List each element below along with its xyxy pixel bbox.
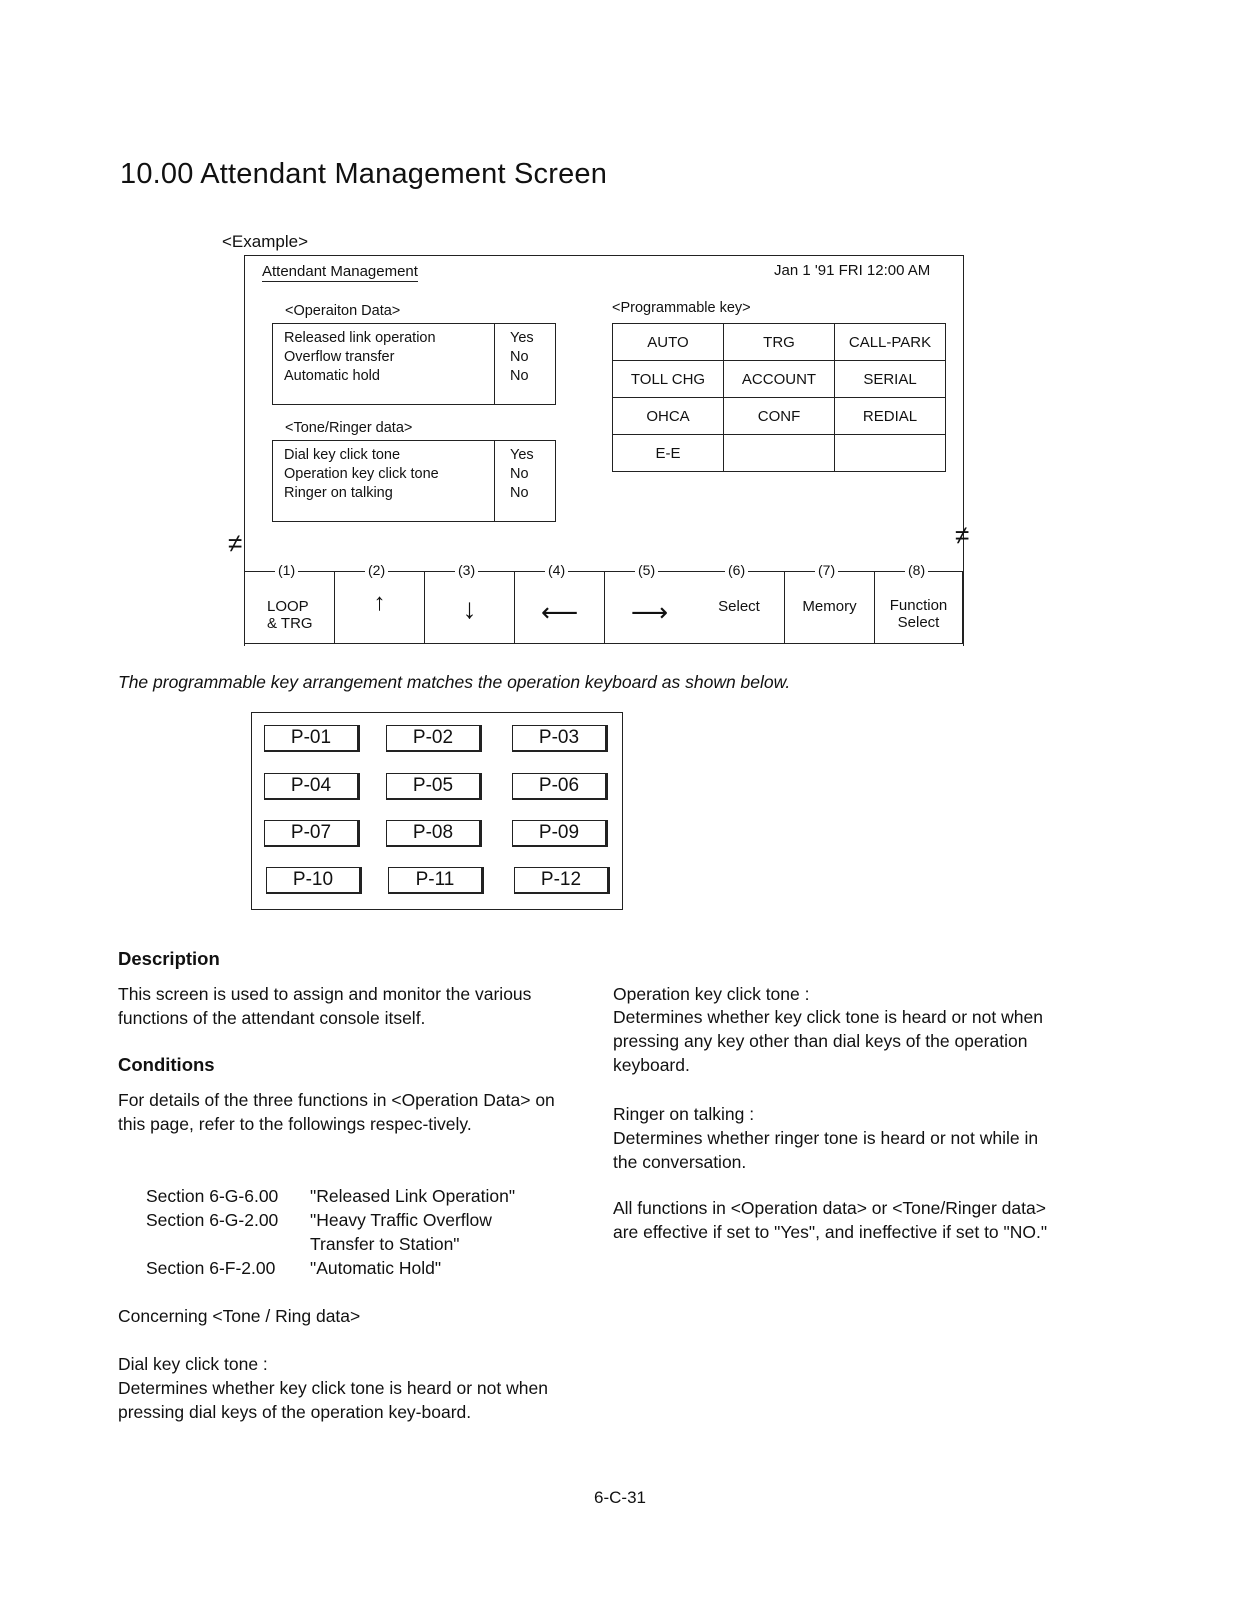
page-number: 6-C-31 — [594, 1488, 646, 1507]
programmable-key[interactable]: CALL-PARK — [835, 324, 946, 361]
screen-title: Attendant Management — [262, 263, 418, 280]
operation-row-value[interactable]: Yes — [510, 330, 534, 346]
function-key-number: (3) — [455, 562, 478, 578]
programmable-key[interactable]: CONF — [724, 398, 835, 435]
function-key-number: (7) — [815, 562, 838, 578]
function-key-label: & TRG — [267, 615, 313, 632]
function-key-loop-trg[interactable] — [244, 571, 334, 643]
page-title: 10.00 Attendant Management Screen — [120, 158, 608, 190]
function-key-memory[interactable] — [784, 571, 874, 643]
function-key-label: Select — [718, 598, 760, 615]
dial-key-heading: Dial key click tone : — [118, 1354, 268, 1374]
function-key-number: (8) — [905, 562, 928, 578]
ringer-text: Determines whether ringer tone is heard or not while in the conversation. — [613, 1128, 1039, 1172]
function-key-label: LOOP — [267, 598, 309, 615]
tone-row-value[interactable]: No — [510, 485, 529, 501]
function-key-down[interactable] — [424, 571, 514, 643]
tone-ringer-table — [272, 440, 556, 522]
operation-row-name: Released link operation — [284, 330, 436, 346]
function-key-function-select[interactable] — [874, 571, 962, 643]
section-name: "Released Link Operation" — [310, 1186, 516, 1206]
function-key-select[interactable] — [694, 571, 784, 643]
tone-row-value[interactable]: No — [510, 466, 529, 482]
down-arrow-icon: ↓ — [462, 593, 477, 624]
programmable-key[interactable]: OHCA — [613, 398, 724, 435]
description-heading: Description — [118, 948, 220, 969]
example-label: <Example> — [222, 232, 308, 251]
keyboard-key: P-12 — [514, 867, 610, 894]
operation-data-table — [272, 323, 556, 405]
keyboard-key: P-10 — [266, 867, 362, 894]
operation-row-value[interactable]: No — [510, 349, 529, 365]
arrangement-caption: The programmable key arrangement matches the operation keyboard as shown below. — [118, 672, 791, 692]
up-arrow-icon: ↑ — [373, 589, 386, 616]
keyboard-key: P-09 — [512, 820, 608, 847]
keyboard-key: P-04 — [264, 773, 360, 800]
concerning-text: Concerning <Tone / Ring data> — [118, 1306, 361, 1326]
programmable-key-grid — [612, 323, 946, 472]
programmable-key[interactable] — [724, 435, 835, 472]
programmable-key[interactable]: TRG — [724, 324, 835, 361]
keyboard-key: P-02 — [386, 725, 482, 752]
operation-data-label: <Operaiton Data> — [285, 303, 401, 319]
keyboard-key: P-11 — [388, 867, 484, 894]
function-key-label: Memory — [802, 598, 857, 615]
programmable-key-label: <Programmable key> — [612, 300, 751, 316]
tone-row-value[interactable]: Yes — [510, 447, 534, 463]
function-key-label: Function — [889, 597, 948, 614]
function-key-number: (2) — [365, 562, 388, 578]
programmable-key[interactable]: AUTO — [613, 324, 724, 361]
break-mark-icon: ≠ — [228, 528, 243, 558]
section-ref: Section 6-G-2.00 — [146, 1210, 279, 1230]
description-text: This screen is used to assign and monitor the various functions of the attendant console itself. — [118, 984, 532, 1028]
programmable-key[interactable] — [835, 435, 946, 472]
conditions-text: For details of the three functions in <Operation Data> on this page, refer to the followings respec-tively. — [118, 1090, 555, 1134]
ringer-heading: Ringer on talking : — [613, 1104, 755, 1124]
function-key-bottom-border — [244, 643, 964, 644]
section-name: "Heavy Traffic Overflow — [310, 1210, 492, 1230]
keyboard-key: P-03 — [512, 725, 608, 752]
function-key-right-edge — [962, 571, 963, 643]
screen-datetime: Jan 1 '91 FRI 12:00 AM — [774, 262, 931, 279]
section-name: "Automatic Hold" — [310, 1258, 442, 1278]
programmable-key[interactable]: SERIAL — [835, 361, 946, 398]
function-key-right[interactable] — [604, 571, 694, 643]
function-key-number: (1) — [275, 562, 298, 578]
dial-key-text: Determines whether key click tone is heard or not when pressing dial keys of the operation key-board. — [118, 1378, 548, 1422]
right-arrow-icon: ⟶ — [630, 597, 669, 627]
function-key-number: (6) — [725, 562, 748, 578]
op-key-heading: Operation key click tone : — [613, 984, 810, 1004]
operation-row-name: Overflow transfer — [284, 349, 395, 365]
operation-row-name: Automatic hold — [284, 368, 380, 384]
conditions-heading: Conditions — [118, 1054, 215, 1075]
section-name: Transfer to Station" — [310, 1234, 460, 1254]
left-arrow-icon: ⟵ — [540, 597, 579, 627]
operation-keyboard — [251, 712, 623, 910]
tone-row-name: Ringer on talking — [284, 485, 393, 501]
op-key-text: Determines whether key click tone is heard or not when pressing any key other than dial keys of the operation keyboard. — [613, 1007, 1043, 1075]
keyboard-key: P-05 — [386, 773, 482, 800]
tone-row-name: Operation key click tone — [284, 466, 439, 482]
keyboard-key: P-07 — [264, 820, 360, 847]
tone-row-name: Dial key click tone — [284, 447, 401, 463]
keyboard-key: P-01 — [264, 725, 360, 752]
break-mark-icon: ≠ — [955, 520, 970, 550]
function-key-label: Select — [897, 614, 940, 631]
programmable-key[interactable]: ACCOUNT — [724, 361, 835, 398]
all-functions-text: All functions in <Operation data> or <Tone/Ringer data> are effective if set to "Yes", and ineffective if set to "NO." — [613, 1198, 1048, 1242]
function-key-up[interactable] — [334, 571, 424, 643]
programmable-key[interactable]: REDIAL — [835, 398, 946, 435]
function-key-number: (4) — [545, 562, 568, 578]
function-key-left[interactable] — [514, 571, 604, 643]
section-ref: Section 6-G-6.00 — [146, 1186, 279, 1206]
tone-ringer-label: <Tone/Ringer data> — [285, 420, 413, 436]
operation-row-value[interactable]: No — [510, 368, 529, 384]
programmable-key[interactable]: E-E — [613, 435, 724, 472]
keyboard-key: P-06 — [512, 773, 608, 800]
section-ref: Section 6-F-2.00 — [146, 1258, 276, 1278]
programmable-key[interactable]: TOLL CHG — [613, 361, 724, 398]
keyboard-key: P-08 — [386, 820, 482, 847]
function-key-number: (5) — [635, 562, 658, 578]
